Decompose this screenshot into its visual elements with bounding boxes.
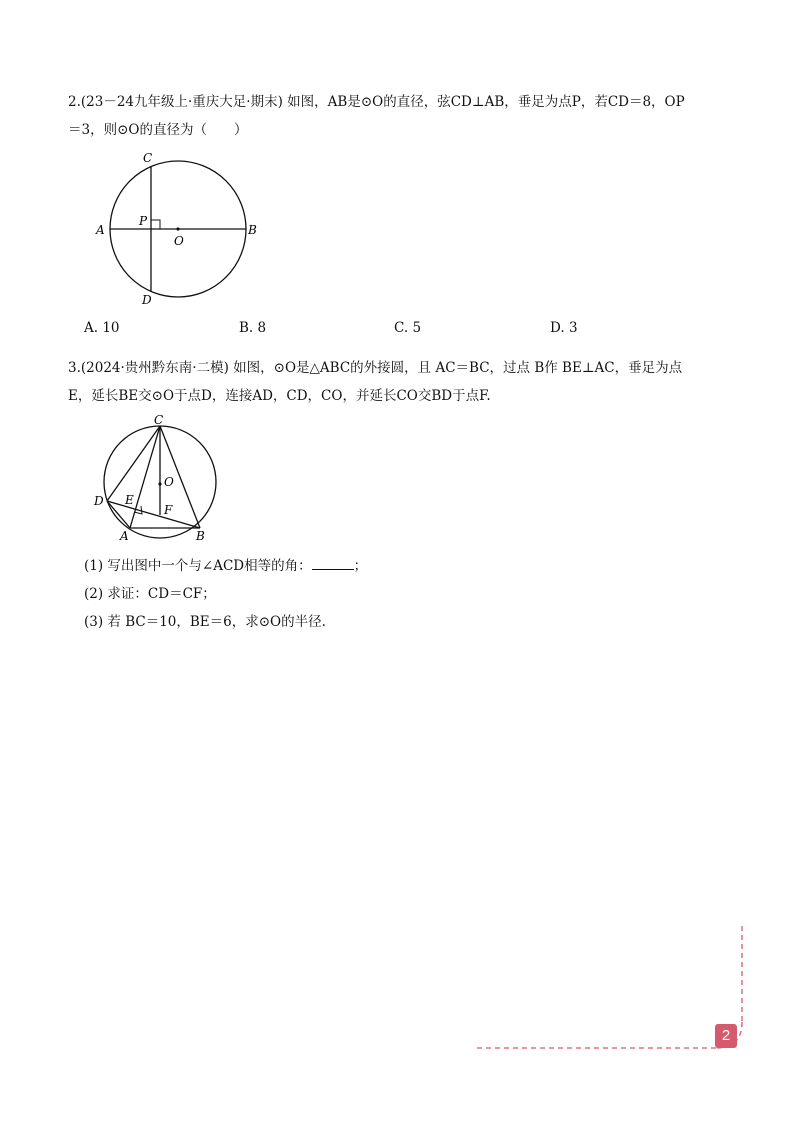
page-corner-decoration — [470, 924, 750, 1054]
q2-center-dot — [176, 227, 179, 230]
q2-label-a: A — [96, 223, 105, 237]
question-3-text-cont: E，延长BE交⊙O于点D，连接AD，CD，CO，并延长CO交BD于点F. — [68, 388, 491, 404]
q3-label-e: E — [125, 493, 134, 507]
question-2-text-cont: ＝3，则⊙O的直径为（ ） — [68, 122, 248, 138]
q3-segment-db — [107, 501, 200, 528]
q2-option-c[interactable]: C. 5 — [394, 320, 422, 336]
q3-label-b: B — [196, 529, 205, 543]
q2-label-c: C — [143, 151, 153, 165]
q3-sub-1: (1) 写出图中一个与∠ACD相等的角： ； — [84, 554, 367, 574]
q2-label-p: P — [139, 214, 148, 228]
question-2 — [68, 88, 740, 144]
q2-label-d: D — [142, 293, 152, 307]
q2-right-angle-mark — [151, 220, 160, 229]
question-2-text: 2.(23－24九年级上·重庆大足·期末) 如图，AB是⊙O的直径，弦CD⊥AB，垂足为点P，若CD＝8，OP — [68, 94, 685, 110]
q3-answer-blank[interactable] — [312, 555, 354, 570]
q2-option-b[interactable]: B. 8 — [239, 320, 267, 336]
q2-option-a[interactable]: A. 10 — [84, 320, 120, 336]
page-number-badge: 2 — [715, 1024, 737, 1048]
q3-center-dot — [158, 482, 161, 485]
question-3-text: 3.(2024·贵州黔东南·二模) 如图，⊙O是△ABC的外接圆，且 AC＝BC，过点 B作 BE⊥AC，垂足为点 — [68, 360, 683, 376]
q2-circle-figure — [92, 148, 272, 308]
q3-label-o: O — [164, 475, 174, 489]
q2-label-o: O — [174, 234, 184, 248]
q2-label-b: B — [248, 223, 257, 237]
q3-label-a: A — [120, 529, 129, 543]
q3-sub-2: (2) 求证：CD＝CF； — [84, 586, 216, 602]
q3-label-c: C — [154, 413, 164, 427]
q3-label-d: D — [94, 494, 104, 508]
q3-circle-figure — [92, 412, 232, 548]
q3-label-f: F — [164, 503, 173, 517]
q2-option-d[interactable]: D. 3 — [550, 320, 578, 336]
q3-sub-3: (3) 若 BC＝10，BE＝6，求⊙O的半径. — [84, 614, 326, 630]
q3-segment-cd — [107, 426, 160, 501]
question-3 — [68, 354, 740, 410]
